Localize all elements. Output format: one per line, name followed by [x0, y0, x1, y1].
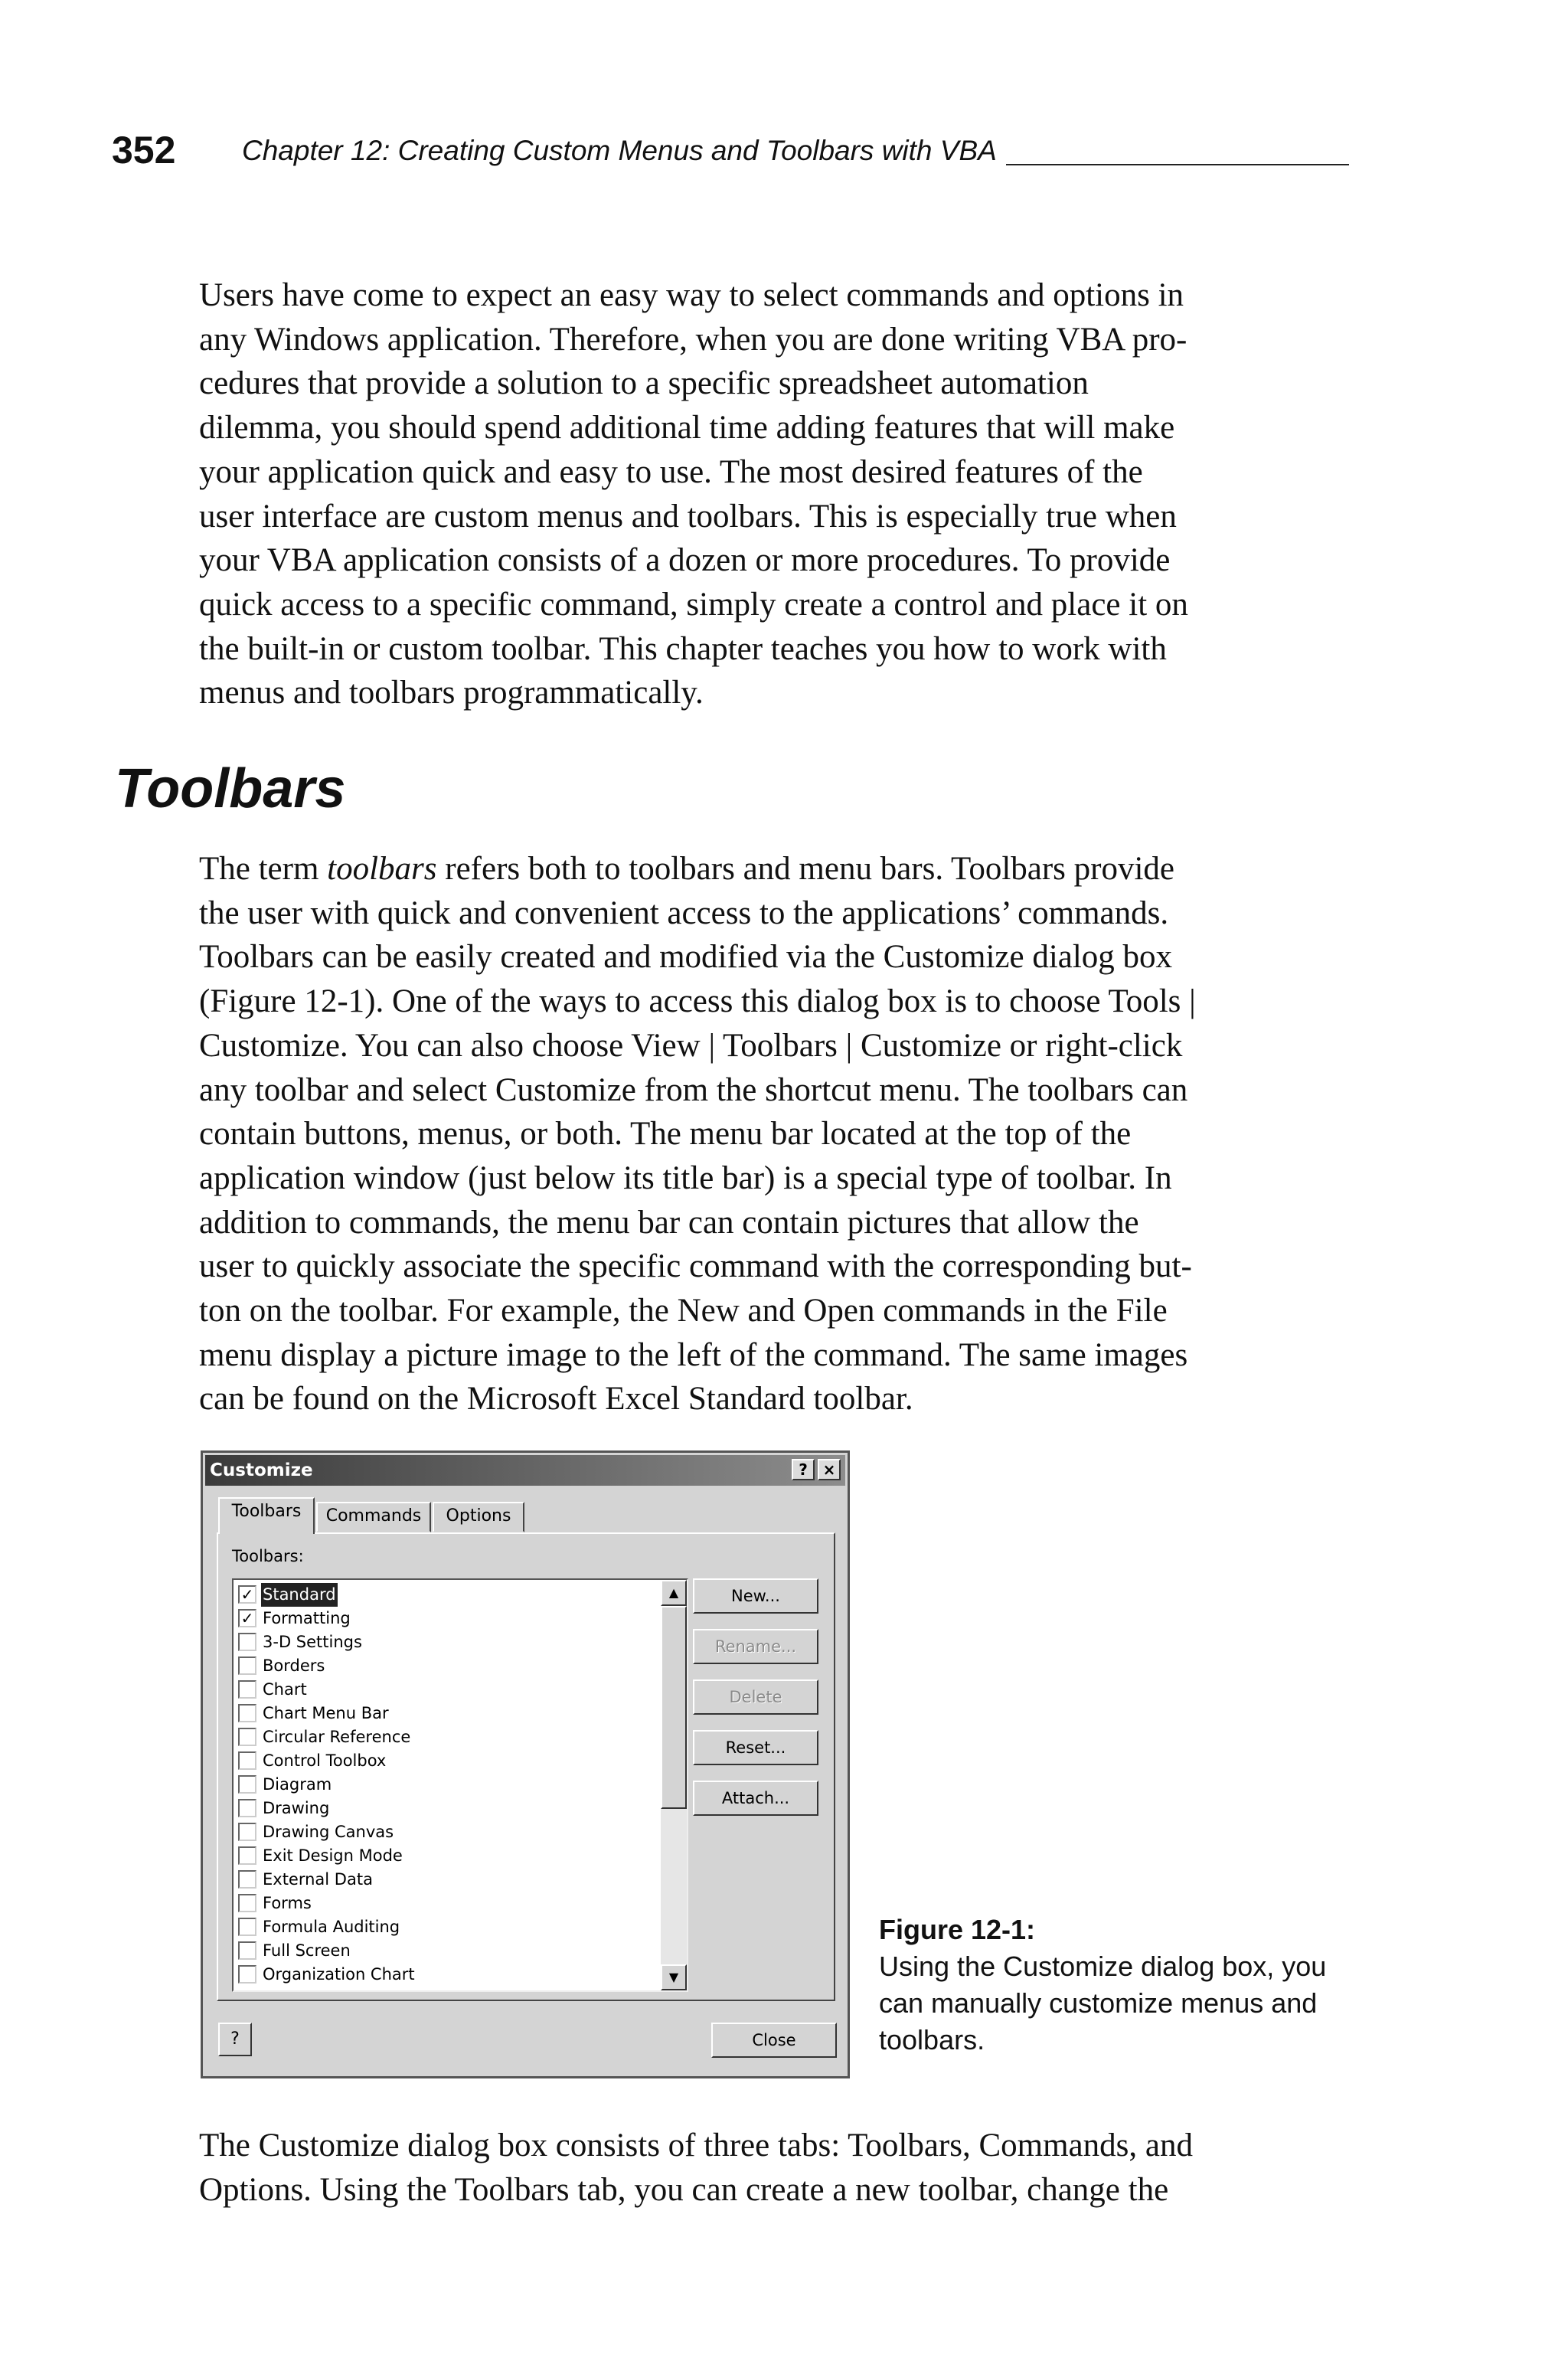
checkbox[interactable]: [238, 1894, 256, 1912]
check-icon[interactable]: ✓: [238, 1585, 256, 1604]
toolbar-list-item[interactable]: [237, 1678, 656, 1702]
page-number: 352: [112, 129, 176, 172]
text-line: your VBA application consists of a dozen or more procedures. To provide: [199, 542, 1171, 579]
toolbar-list-item-label: Forms: [263, 1894, 312, 1912]
rename-button[interactable]: Rename...: [693, 1629, 818, 1664]
toolbar-list-item[interactable]: [237, 1607, 656, 1630]
tab-commands[interactable]: Commands: [316, 1502, 431, 1532]
toolbar-list-item-label: Drawing Canvas: [263, 1823, 394, 1841]
text-line: user to quickly associate the specific command with the corresponding but-: [199, 1248, 1192, 1285]
toolbar-list-item-label: Control Toolbox: [263, 1751, 387, 1770]
toolbar-list-item[interactable]: [237, 1630, 656, 1654]
text-line: menus and toolbars programmatically.: [199, 675, 704, 711]
toolbar-list-item-label: External Data: [263, 1870, 373, 1889]
running-header: [112, 127, 1349, 173]
checkbox[interactable]: [238, 1846, 256, 1865]
toolbar-list-item-label: Exit Design Mode: [263, 1846, 403, 1865]
toolbar-list-item[interactable]: [237, 1963, 656, 1987]
section-heading: Toolbars: [115, 758, 346, 819]
toolbar-list-item[interactable]: [237, 1820, 656, 1844]
text-line: the user with quick and convenient access to the applications’ commands.: [199, 894, 1169, 931]
attach-button[interactable]: Attach...: [693, 1781, 818, 1816]
toolbar-list-item-label: Formatting: [263, 1609, 351, 1627]
toolbar-list-item[interactable]: [237, 1844, 656, 1868]
checkbox[interactable]: [238, 1941, 256, 1960]
reset-button[interactable]: Reset...: [693, 1730, 818, 1765]
toolbar-list-item[interactable]: [237, 1702, 656, 1725]
checkbox[interactable]: [238, 1680, 256, 1699]
tab-options[interactable]: Options: [433, 1502, 524, 1532]
tab-toolbars[interactable]: Toolbars: [218, 1497, 315, 1534]
text-line: dilemma, you should spend additional time adding features that will make: [199, 410, 1175, 446]
toolbars-listbox[interactable]: [232, 1578, 688, 1992]
customize-dialog: [201, 1450, 850, 2078]
figure-caption-title: Figure 12-1:: [879, 1914, 1036, 1945]
delete-button[interactable]: Delete: [693, 1679, 818, 1715]
toolbar-list-item-label: Chart Menu Bar: [263, 1704, 389, 1722]
checkbox[interactable]: [238, 1870, 256, 1889]
text-line: any Windows application. Therefore, when you are done writing VBA pro-: [199, 321, 1187, 358]
checkbox[interactable]: [238, 1823, 256, 1841]
toolbar-list-item-label: Chart: [263, 1680, 307, 1699]
running-title: Chapter 12: Creating Custom Menus and Toolbars with VBA: [242, 135, 997, 166]
toolbar-list-item-label: Diagram: [263, 1775, 332, 1794]
text-line: any toolbar and select Customize from the shortcut menu. The toolbars can: [199, 1071, 1188, 1108]
toolbar-list-item[interactable]: [237, 1773, 656, 1797]
closing-paragraph: [199, 2124, 1348, 2212]
figure-caption-line: Using the Customize dialog box, you: [879, 1951, 1327, 1982]
toolbar-list-item-label: Circular Reference: [263, 1728, 411, 1746]
dialog-title: Customize: [210, 1460, 313, 1480]
close-button[interactable]: Close: [711, 2023, 837, 2058]
checkbox[interactable]: [238, 1751, 256, 1770]
toolbar-list-item-label: 3-D Settings: [263, 1633, 362, 1651]
intro-paragraph: [199, 273, 1348, 715]
help-icon[interactable]: ?: [792, 1459, 815, 1480]
emphasis-term: toolbars: [327, 851, 437, 887]
text-line: ton on the toolbar. For example, the New and Open commands in the File: [199, 1293, 1168, 1329]
figure-caption: [879, 1912, 1354, 2059]
toolbar-list-item-label: Borders: [263, 1656, 325, 1675]
text-run: The term: [199, 851, 328, 887]
checkbox[interactable]: [238, 1799, 256, 1817]
arrow-up-icon[interactable]: ▲: [661, 1580, 687, 1606]
checkbox[interactable]: [238, 1656, 256, 1675]
toolbar-list-item-label: Standard: [261, 1583, 338, 1607]
text-line: (Figure 12-1). One of the ways to access this dialog box is to choose Tools |: [199, 983, 1196, 1020]
toolbar-list-item-label: Organization Chart: [263, 1965, 415, 1984]
toolbar-list-item[interactable]: [237, 1892, 656, 1915]
help-icon[interactable]: ?: [218, 2023, 252, 2056]
toolbar-list-item-label: Drawing: [263, 1799, 330, 1817]
text-line: addition to commands, the menu bar can contain pictures that allow the: [199, 1204, 1139, 1241]
toolbar-list-item[interactable]: [237, 1939, 656, 1963]
list-scrollbar[interactable]: [661, 1580, 687, 1990]
text-line: menu display a picture image to the left of the command. The same images: [199, 1336, 1188, 1373]
text-line: application window (just below its title bar) is a special type of toolbar. In: [199, 1159, 1172, 1196]
toolbar-list-item[interactable]: [237, 1725, 656, 1749]
checkbox[interactable]: [238, 1704, 256, 1722]
checkbox[interactable]: [238, 1633, 256, 1651]
checkbox[interactable]: [238, 1728, 256, 1746]
text-line: Users have come to expect an easy way to select commands and options in: [199, 277, 1184, 313]
toolbar-list-item[interactable]: [237, 1654, 656, 1678]
figure-caption-line: can manually customize menus and: [879, 1987, 1318, 2019]
text-line: Toolbars can be easily created and modified via the Customize dialog box: [199, 939, 1173, 976]
figure-caption-line: toolbars.: [879, 2024, 985, 2055]
text-line: The Customize dialog box consists of three tabs: Toolbars, Commands, and: [199, 2127, 1193, 2163]
toolbar-list-item[interactable]: [237, 1583, 656, 1607]
toolbar-list-item[interactable]: [237, 1915, 656, 1939]
checkbox[interactable]: [238, 1965, 256, 1984]
text-line: can be found on the Microsoft Excel Standard toolbar.: [199, 1381, 913, 1418]
toolbars-paragraph: [199, 847, 1348, 1421]
text-line: your application quick and easy to use. The most desired features of the: [199, 453, 1143, 490]
header-rule: [1006, 164, 1349, 165]
toolbar-list-item-label: Formula Auditing: [263, 1918, 400, 1936]
toolbar-list-item[interactable]: [237, 1749, 656, 1773]
arrow-down-icon[interactable]: ▼: [661, 1964, 687, 1990]
toolbar-list-item-label: Full Screen: [263, 1941, 351, 1960]
scroll-thumb[interactable]: [661, 1606, 687, 1809]
text-line: Options. Using the Toolbars tab, you can create a new toolbar, change the: [199, 2171, 1169, 2208]
toolbar-list-item[interactable]: [237, 1797, 656, 1820]
text-line: quick access to a specific command, simply create a control and place it on: [199, 586, 1188, 623]
new-button[interactable]: New...: [693, 1578, 818, 1614]
text-line: cedures that provide a solution to a specific spreadsheet automation: [199, 365, 1089, 402]
toolbar-list-item[interactable]: [237, 1868, 656, 1892]
text-line: [199, 847, 1348, 891]
text-line: user interface are custom menus and toolbars. This is especially true when: [199, 498, 1177, 535]
dialog-titlebar: [205, 1455, 845, 1486]
check-icon[interactable]: ✓: [238, 1609, 256, 1627]
text-line: the built-in or custom toolbar. This chapter teaches you how to work with: [199, 630, 1167, 667]
toolbars-list-label: Toolbars:: [232, 1547, 304, 1565]
text-line: contain buttons, menus, or both. The menu bar located at the top of the: [199, 1116, 1132, 1153]
checkbox[interactable]: [238, 1918, 256, 1936]
text-line: Customize. You can also choose View | Toolbars | Customize or right-click: [199, 1027, 1183, 1064]
text-run: refers both to toolbars and menu bars. Toolbars provide: [436, 851, 1174, 887]
checkbox[interactable]: [238, 1775, 256, 1794]
close-icon[interactable]: ×: [818, 1459, 841, 1480]
